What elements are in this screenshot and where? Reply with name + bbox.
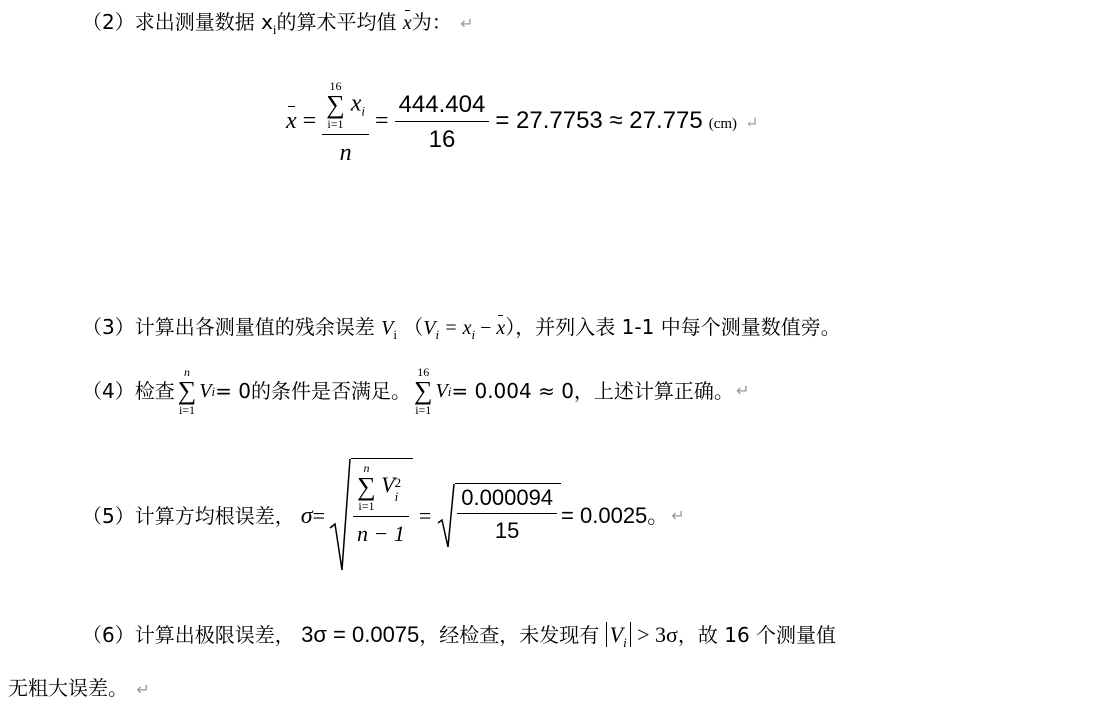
- paragraph-mark-icon: ↵: [671, 506, 685, 525]
- paragraph-mark-icon: ↵: [735, 381, 750, 400]
- paragraph-mark-icon: ↵: [460, 14, 474, 33]
- paragraph-mark-icon: ↵: [136, 680, 150, 699]
- square-root-1: n ∑ i=1 V 2 i n − 1: [329, 458, 413, 574]
- mean-equation: x = 16 ∑ i=1 $x_i$ n = $\frac{444.404}{16}$ = 27.7753 ≈ 27.775 (cm) ↵: [286, 79, 759, 166]
- radical-icon: [329, 458, 351, 574]
- mean-fraction: 16 ∑ i=1 $x_i$ n: [322, 80, 369, 165]
- paragraph-mark-icon: ↵: [745, 115, 759, 133]
- summation-symbol: 16 ∑ i=1: [326, 79, 345, 131]
- square-root-2: $\frac{0.000094}{15}$: [437, 483, 561, 549]
- summation-symbol: n ∑ i=1: [357, 461, 376, 513]
- summation-symbol: 16 ∑ i=1: [413, 365, 433, 417]
- value-fraction: $\frac{444.404}{16}$: [395, 93, 490, 152]
- absolute-value: $V_i$: [606, 622, 631, 647]
- radical-icon: [437, 483, 455, 549]
- summation-symbol: n ∑ i=1: [177, 365, 197, 417]
- paragraph-5: （5）计算方均根误差， σ = n ∑ i=1 V 2 i n − 1 = $\frac{0.000094}{15}$ = 0.0025。 ↵: [82, 458, 685, 574]
- paragraph-2-heading: （2）求出测量数据 $x_i$的算术平均值 x为： ↵: [82, 10, 474, 37]
- paragraph-6-continuation: 无粗大误差。 ↵: [8, 676, 150, 700]
- paragraph-3: （3）计算出各测量值的残余误差 $V_i$ $(V_i = x_i - x)$，并列入表 1-1 中每个测量数值旁。: [82, 315, 841, 342]
- xbar-symbol: x: [402, 12, 412, 34]
- paragraph-6: （6）计算出极限误差， 3σ = 0.0075，经检查，未发现有 $V_i > 3\sigma$，故 16 个测量值: [82, 622, 837, 650]
- paragraph-4: （4）检查 n ∑ i=1 V i = 0的条件是否满足。 16 ∑ i=1 V i = 0.004 ≈ 0，上述计算正确。 ↵: [82, 365, 750, 417]
